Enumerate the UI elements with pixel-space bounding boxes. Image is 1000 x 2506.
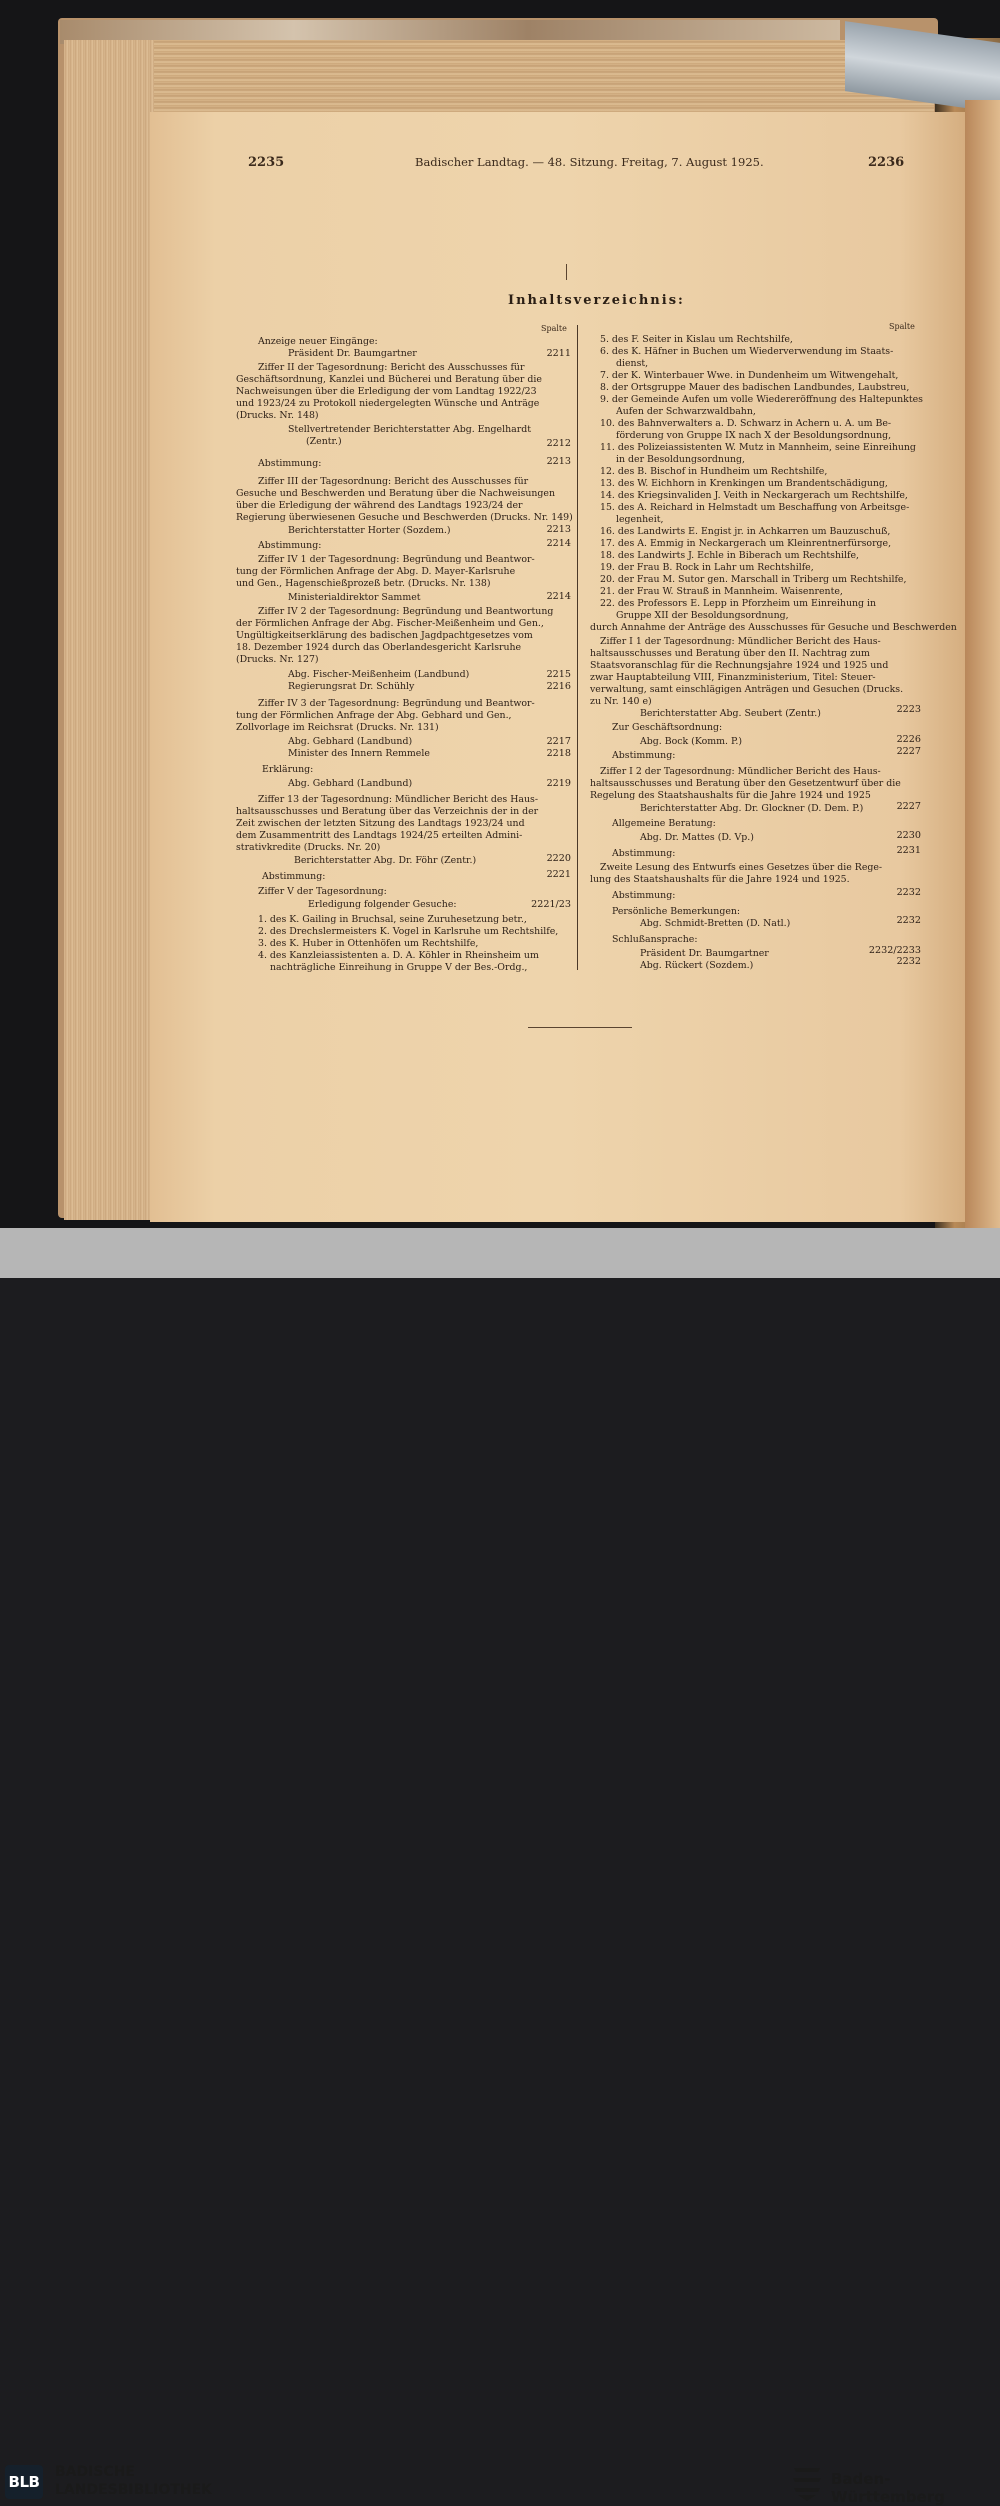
left-line: strativkredite (Drucks. Nr. 20) — [236, 842, 381, 853]
left-column-number: 2216 — [546, 681, 571, 692]
right-column-number: 2230 — [896, 830, 921, 841]
right-line: Persönliche Bemerkungen: — [612, 906, 741, 917]
right-line: 14. des Kriegsinvaliden J. Veith in Neckargerach um Rechtshilfe, — [600, 490, 908, 501]
state-name[interactable]: Baden-Württemberg — [831, 2470, 945, 2506]
right-line: 6. des K. Häfner in Buchen um Wiederverwendung im Staats- — [600, 346, 894, 357]
left-line: Regierungsrat Dr. Schühly — [288, 681, 415, 692]
end-rule — [528, 1027, 632, 1028]
right-line: Abstimmung: — [612, 848, 676, 859]
left-line: Ziffer IV 1 der Tagesordnung: Begründung und Beantwor- — [258, 554, 535, 565]
left-line: Geschäftsordnung, Kanzlei und Büchereі und Beratung über die — [236, 374, 542, 385]
left-line: Abstimmung: — [262, 871, 326, 882]
left-line: Gesuche und Beschwerden und Beratung über die Nachweisungen — [236, 488, 556, 499]
right-line: Abg. Dr. Mattes (D. Vp.) — [640, 832, 754, 843]
right-line: Berichterstatter Abg. Dr. Glockner (D. Dem. P.) — [640, 803, 864, 814]
right-column-number: 2232 — [896, 915, 921, 926]
left-column-number: 2221/23 — [531, 899, 571, 910]
left-column-number: 2218 — [546, 748, 571, 759]
right-line: Abstimmung: — [612, 750, 676, 761]
right-line: Zur Geschäftsordnung: — [612, 722, 723, 733]
right-column-number: 2231 — [896, 845, 921, 856]
right-column-number: 2226 — [896, 734, 921, 745]
right-line: förderung von Gruppe IX nach X der Besoldungsordnung, — [616, 430, 892, 441]
left-line: Berichterstatter Horter (Sozdem.) — [288, 525, 451, 536]
right-column-number: 2232 — [896, 956, 921, 967]
left-line: 1. des K. Gailing in Bruchsal, seine Zuruhesetzung betr., — [258, 914, 527, 925]
left-line: Anzeige neuer Eingänge: — [258, 336, 378, 347]
left-column-number: 2211 — [546, 348, 571, 359]
page-number-left: 2235 — [248, 155, 285, 170]
right-line: lung des Staatshaushalts für die Jahre 1924 und 1925. — [590, 874, 850, 885]
right-line: Abstimmung: — [612, 890, 676, 901]
right-line: 22. des Professors E. Lepp in Pforzheim um Einreihung in — [600, 598, 877, 609]
left-line: und 1923/24 zu Protokoll niedergelegten Wünsche und Anträge — [236, 398, 540, 409]
left-line: haltsausschusses und Beratung über das Verzeichnis der in der — [236, 806, 539, 817]
right-line: haltsausschusses und Beratung über den II. Nachtrag zum — [590, 648, 870, 659]
right-column-number: 2232 — [896, 887, 921, 898]
left-line: (Drucks. Nr. 148) — [236, 410, 319, 421]
left-line: 2. des Drechslermeisters K. Vogel in Karlsruhe um Rechtshilfe, — [258, 926, 559, 937]
left-line: Zollvorlage im Reichsrat (Drucks. Nr. 131) — [236, 722, 439, 733]
left-column-number: 2214 — [546, 591, 571, 602]
right-line: Berichterstatter Abg. Seubert (Zentr.) — [640, 708, 821, 719]
left-column-number: 2213 — [546, 456, 571, 467]
left-line: Ziffer 13 der Tagesordnung: Mündlicher Bericht des Haus- — [258, 794, 539, 805]
left-column-number: 2215 — [546, 669, 571, 680]
left-line: und Gen., Hagenschießprozeß betr. (Drucks. Nr. 138) — [236, 578, 491, 589]
left-column-number: 2217 — [546, 736, 571, 747]
coat-of-arms-icon — [790, 2462, 824, 2502]
left-line: Ministerialdirektor Sammet — [288, 592, 421, 603]
left-line: Nachweisungen über die Erledigung der vom Landtag 1922/23 — [236, 386, 537, 397]
page-block-top — [64, 40, 934, 118]
right-line: Präsident Dr. Baumgartner — [640, 948, 769, 959]
left-line: nachträgliche Einreihung in Gruppe V der Bes.-Ordg., — [270, 962, 528, 973]
left-column-number: 2221 — [546, 869, 571, 880]
left-line: Berichterstatter Abg. Dr. Föhr (Zentr.) — [294, 855, 477, 866]
column-label-left: Spalte — [541, 324, 567, 333]
left-line: Ziffer III der Tagesordnung: Bericht des Ausschusses für — [258, 476, 529, 487]
page-number-right: 2236 — [868, 155, 905, 170]
right-line: 19. der Frau B. Rock in Lahr um Rechtshilfe, — [600, 562, 814, 573]
left-line: Erklärung: — [262, 764, 314, 775]
left-line: Abstimmung: — [258, 540, 322, 551]
left-line: Ziffer V der Tagesordnung: — [258, 886, 387, 897]
right-line: Ziffer I 2 der Tagesordnung: Mündlicher Bericht des Haus- — [600, 766, 881, 777]
left-column-number: 2212 — [546, 438, 571, 449]
right-line: 8. der Ortsgruppe Mauer des badischen Landbundes, Laubstreu, — [600, 382, 910, 393]
left-line: 3. des K. Huber in Ottenhöfen um Rechtshilfe, — [258, 938, 479, 949]
right-line: dienst, — [616, 358, 649, 369]
right-line: 21. der Frau W. Strauß in Mannheim. Waisenrente, — [600, 586, 843, 597]
left-line: 18. Dezember 1924 durch das Oberlandesgericht Karlsruhe — [236, 642, 522, 653]
column-divider — [577, 325, 578, 970]
right-line: 13. des W. Eichhorn in Krenkingen um Brandentschädigung, — [600, 478, 888, 489]
left-line: Stellvertretender Berichterstatter Abg. Engelhardt — [288, 424, 531, 435]
left-line: Minister des Innern Remmele — [288, 748, 430, 759]
column-label-right: Spalte — [889, 322, 915, 331]
right-line: durch Annahme der Anträge des Ausschusses für Gesuche und Beschwerden — [590, 622, 957, 633]
right-line: 9. der Gemeinde Aufen um volle Wiedereröffnung des Haltepunktes — [600, 394, 923, 405]
right-line: 11. des Polizeiassistenten W. Mutz in Mannheim, seine Einreihung — [600, 442, 916, 453]
left-line: Ungültigkeitserklärung des badischen Jagdpachtgesetzes vom — [236, 630, 533, 641]
right-column-number: 2227 — [896, 801, 921, 812]
right-column-number: 2227 — [896, 746, 921, 757]
footer-bar — [0, 1228, 1000, 2506]
right-line: 12. des B. Bischof in Hundheim um Rechtshilfe, — [600, 466, 828, 477]
contents-title: Inhaltsverzeichnis: — [508, 293, 685, 308]
right-line: Staatsvoranschlag für die Rechnungsjahre 1924 und 1925 und — [590, 660, 889, 671]
right-column-number: 2223 — [896, 704, 921, 715]
left-line: Abg. Gebhard (Landbund) — [288, 736, 413, 747]
left-line: Abg. Gebhard (Landbund) — [288, 778, 413, 789]
left-line: Abstimmung: — [258, 458, 322, 469]
right-line: Abg. Schmidt-Bretten (D. Natl.) — [640, 918, 791, 929]
left-line: Ziffer IV 2 der Tagesordnung: Begründung und Beantwortung — [258, 606, 554, 617]
left-column-number: 2213 — [546, 524, 571, 535]
library-name-line1[interactable]: BADISCHE — [55, 2464, 135, 2480]
page-block-side — [64, 40, 154, 1220]
right-line: Schlußansprache: — [612, 934, 698, 945]
running-header: Badischer Landtag. — 48. Sitzung. Freitag, 7. August 1925. — [415, 155, 764, 169]
right-line: 15. des A. Reichard in Helmstadt um Beschaffung von Arbeitsge- — [600, 502, 910, 513]
right-line: 18. des Landwirts J. Echle in Biberach um Rechtshilfe, — [600, 550, 860, 561]
left-line: Regierung überwiesenen Gesuche und Beschwerden (Drucks. Nr. 149) — [236, 512, 573, 523]
right-line: haltsausschusses und Beratung über den Gesetzentwurf über die — [590, 778, 901, 789]
right-line: Aufen der Schwarzwaldbahn, — [616, 406, 756, 417]
right-line: in der Besoldungsordnung, — [616, 454, 746, 465]
right-line: 7. der K. Winterbauer Wwe. in Dundenheim um Witwengehalt, — [600, 370, 899, 381]
left-line: Erledigung folgender Gesuche: — [308, 899, 457, 910]
left-line: über die Erledigung der während des Landtags 1923/24 der — [236, 500, 523, 511]
blb-logo[interactable]: BLB — [5, 2465, 43, 2499]
right-line: 20. der Frau M. Sutor gen. Marschall in Triberg um Rechtshilfe, — [600, 574, 907, 585]
left-line: 4. des Kanzleiassistenten a. D. A. Köhler in Rheinsheim um — [258, 950, 539, 961]
left-line: dem Zusammentritt des Landtags 1924/25 erteilten Admini- — [236, 830, 523, 841]
right-line: Gruppe XII der Besoldungsordnung, — [616, 610, 789, 621]
header-rule — [566, 264, 567, 280]
right-line: 17. des A. Emmig in Neckargerach um Kleinrentnerfürsorge, — [600, 538, 892, 549]
library-name-line2[interactable]: LANDESBIBLIOTHEK — [55, 2482, 213, 2498]
left-line: tung der Förmlichen Anfrage der Abg. Gebhard und Gen., — [236, 710, 512, 721]
left-line: Präsident Dr. Baumgartner — [288, 348, 417, 359]
left-line: Abg. Fischer-Meißenheim (Landbund) — [288, 669, 470, 680]
right-line: 5. des F. Seiter in Kislau um Rechtshilfe, — [600, 334, 793, 345]
right-line: Abg. Bock (Komm. P.) — [640, 736, 743, 747]
left-column-number: 2214 — [546, 538, 571, 549]
left-line: der Förmlichen Anfrage der Abg. Fischer-Meißenheim und Gen., — [236, 618, 544, 629]
right-line: Allgemeine Beratung: — [612, 818, 716, 829]
left-line: Zeit zwischen der letzten Sitzung des Landtags 1923/24 und — [236, 818, 525, 829]
left-column-number: 2219 — [546, 778, 571, 789]
right-line: legenheit, — [616, 514, 664, 525]
right-line: Abg. Rückert (Sozdem.) — [640, 960, 754, 971]
left-line: tung der Förmlichen Anfrage der Abg. D. Mayer-Karlsruhe — [236, 566, 516, 577]
facing-page-edge — [965, 100, 1000, 1228]
right-line: zu Nr. 140 e) — [590, 696, 652, 707]
left-line: Ziffer IV 3 der Tagesordnung: Begründung und Beantwor- — [258, 698, 535, 709]
book-photo — [0, 0, 1000, 1228]
right-line: zwar Hauptabteilung VIII, Finanzministerium, Titel: Steuer- — [590, 672, 876, 683]
right-line: 16. des Landwirts E. Engist jr. in Achkarren um Bauzuschuß, — [600, 526, 891, 537]
right-line: verwaltung, samt einschlägigen Anträgen und Gesuchen (Drucks. — [590, 684, 904, 695]
right-line: Ziffer I 1 der Tagesordnung: Mündlicher Bericht des Haus- — [600, 636, 881, 647]
left-line: (Drucks. Nr. 127) — [236, 654, 319, 665]
left-line: (Zentr.) — [306, 436, 342, 447]
left-column-number: 2220 — [546, 853, 571, 864]
right-column-number: 2232/2233 — [868, 945, 921, 956]
right-line: Regelung des Staatshaushalts für die Jahre 1924 und 1925 — [590, 790, 871, 801]
right-line: 10. des Bahnverwalters a. D. Schwarz in Achern u. A. um Be- — [600, 418, 892, 429]
left-line: Ziffer II der Tagesordnung: Bericht des Ausschusses für — [258, 362, 525, 373]
right-line: Zweite Lesung des Entwurfs eines Gesetzes über die Rege- — [600, 862, 883, 873]
